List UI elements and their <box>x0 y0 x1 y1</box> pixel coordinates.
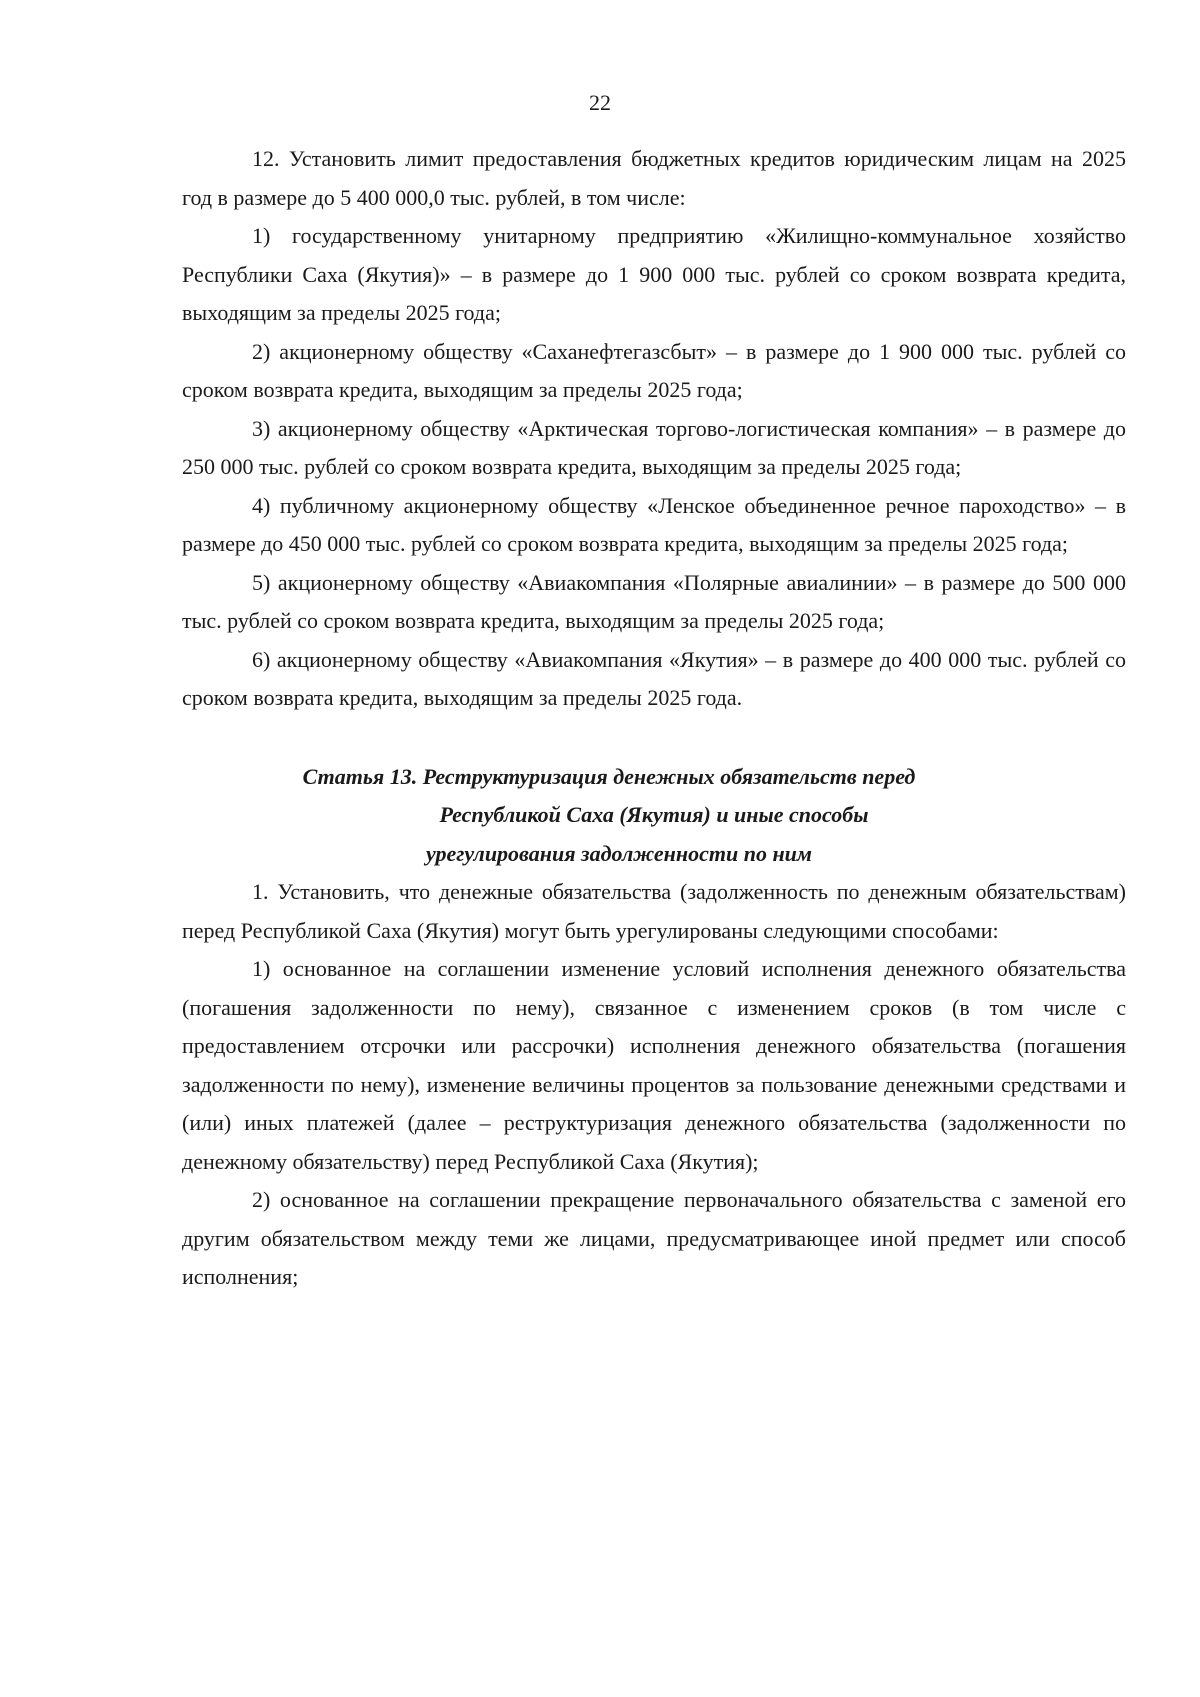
page-number: 22 <box>589 90 611 115</box>
list-item-arctic-logistics: 3) акционерному обществу «Арктическая торгово-логистическая компания» – в размере до 250 000 тыс. рублей со сроком возврата кредита, выходящим за пределы 2025 года; <box>182 415 1126 479</box>
article-heading-line-2: Республикой Саха (Якутия) и иные способы <box>439 802 869 827</box>
list-item-novation: 2) основанное на соглашении прекращение первоначального обязательства с заменой его другим обязательством между теми же лицами, предусматривающее иной предмет или способ исполнения; <box>182 1187 1126 1289</box>
list-item-lena-river-shipping: 4) публичному акционерному обществу «Ленское объединенное речное пароходство» – в размере до 450 000 тыс. рублей со сроком возврата кредита, выходящим за пределы 2025 года; <box>182 492 1126 556</box>
article-heading-line-3: урегулирования задолженности по ним <box>426 840 812 866</box>
list-item-restructuring: 1) основанное на соглашении изменение условий исполнения денежного обязательства (погашения задолженности по нему), связанное с изменением сроков (в том числе с предоставлением отсрочки или рассрочки) исполнения денежного обязательства (погашения задолженности по нему), изменение величины процентов за пользование денежными средствами и (или) иных платежей (далее – реструктуризация денежного обязательства (задолженности по денежному обязательству) перед Республикой Саха (Якутия); <box>182 956 1126 1174</box>
list-item-yakutia-airlines: 6) акционерному обществу «Авиакомпания «Якутия» – в размере до 400 000 тыс. рублей со сроком возврата кредита, выходящим за пределы 2025 года. <box>182 646 1126 710</box>
article-13-heading <box>182 758 1126 874</box>
list-item-gup-zhkh: 1) государственному унитарному предприятию «Жилищно-коммунальное хозяйство Республики Саха (Якутия)» – в размере до 1 900 000 тыс. рублей со сроком возврата кредита, выходящим за пределы 2025 года; <box>182 223 1126 325</box>
article-heading-line-1: Статья 13. Реструктуризация денежных обязательств перед <box>302 763 916 789</box>
paragraph-settlement-methods: 1. Установить, что денежные обязательства (задолженность по денежным обязательствам) перед Республикой Саха (Якутия) могут быть урегулированы следующими способами: <box>182 879 1126 943</box>
list-item-sakhaneftegazsbyt: 2) акционерному обществу «Саханефтегазсбыт» – в размере до 1 900 000 тыс. рублей со сроком возврата кредита, выходящим за пределы 2025 года; <box>182 338 1126 402</box>
document-body <box>182 140 1126 1297</box>
list-item-polar-airlines: 5) акционерному обществу «Авиакомпания «Полярные авиалинии» – в размере до 500 000 тыс. рублей со сроком возврата кредита, выходящим за пределы 2025 года; <box>182 569 1126 633</box>
paragraph-credit-limit: 12. Установить лимит предоставления бюджетных кредитов юридическим лицам на 2025 год в размере до 5 400 000,0 тыс. рублей, в том числе: <box>182 146 1126 210</box>
